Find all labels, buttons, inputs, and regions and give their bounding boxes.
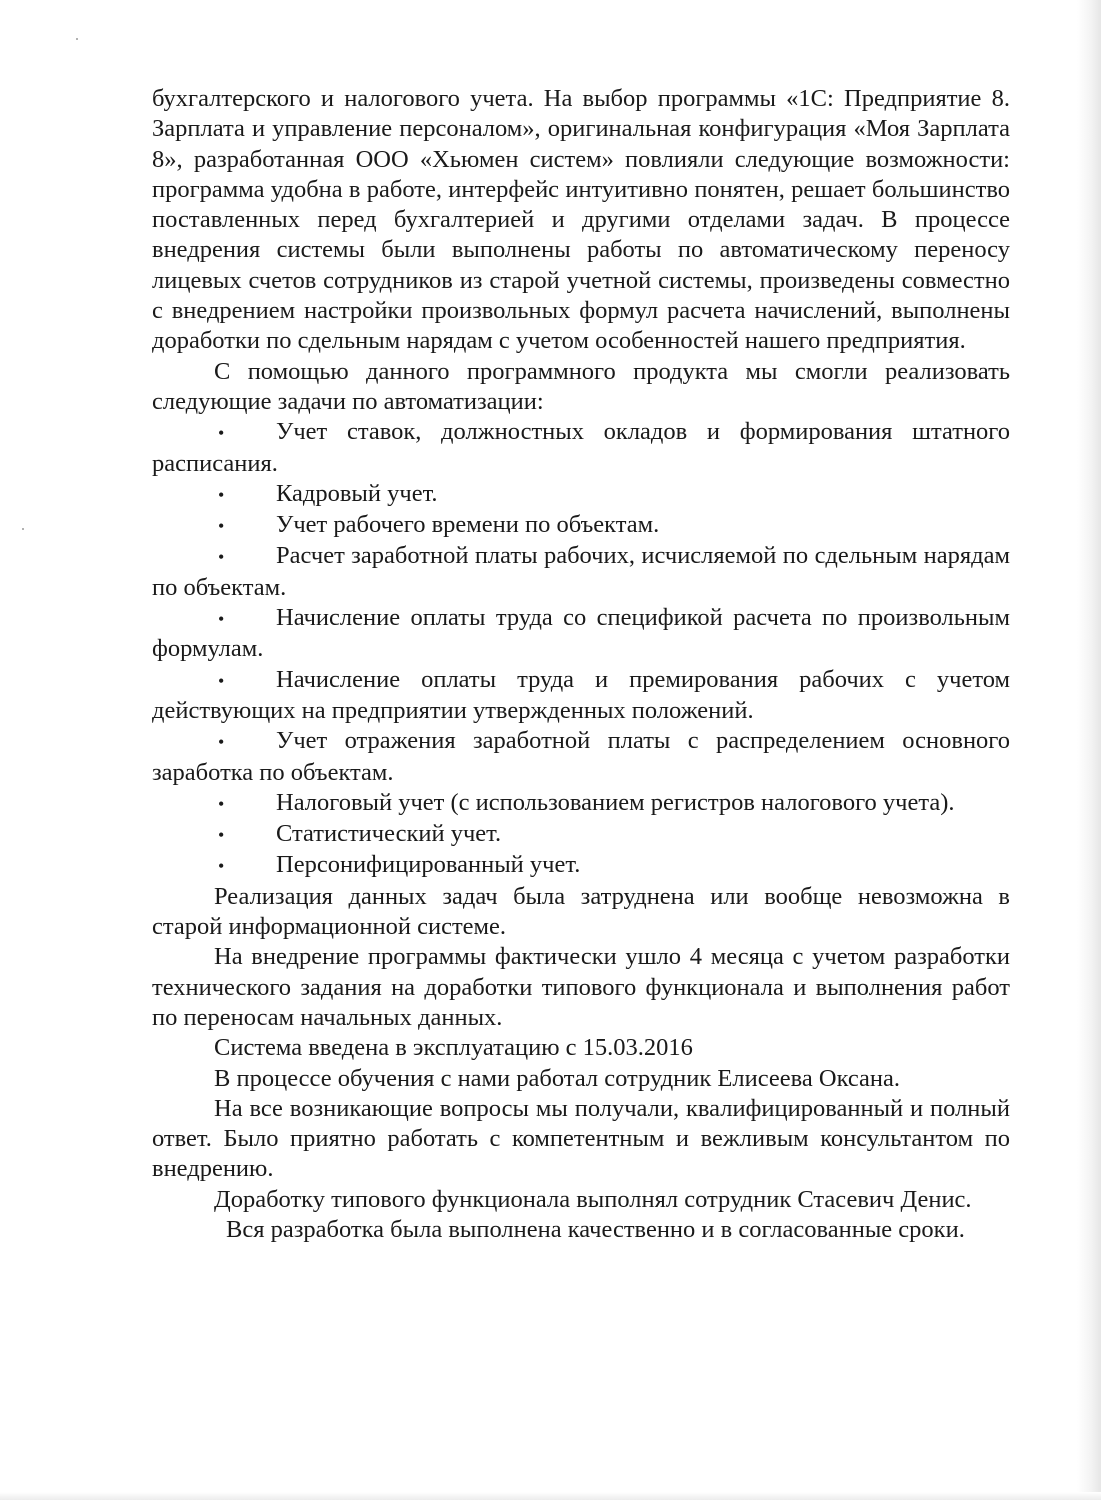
task-text: Начисление оплаты труда со спецификой расчета по произвольным формулам. — [152, 604, 1010, 663]
paragraph-intro: бухгалтерского и налогового учета. На выбор программы «1С: Предприятие 8. Зарплата и управление персоналом», оригинальная конфигурация «Моя Зарплата 8», разработанная ООО «Хьюмен систем» повлияли следующие возможности: программа удобна в работе, интерфейс интуитивно понятен, решает большинство поставленных перед бухгалтерией и другими отделами задач. В процессе внедрения системы были выполнены работы по автоматическому переносу лицевых счетов сотрудников из старой учетной системы, произведены совместно с внедрением настройки произвольных формул расчета начислений, выполнены доработки по сдельным нарядам с учетом особенностей нашего предприятия. — [152, 85, 1010, 355]
scan-shadow-bottom — [0, 1492, 1101, 1500]
task-list-item — [152, 788, 1010, 819]
bullet-icon — [218, 788, 276, 819]
task-list-item — [152, 541, 1010, 603]
scan-speck — [22, 528, 24, 530]
paragraph-launch-date: Система введена в эксплуатацию с 15.03.2016 — [214, 1034, 693, 1062]
scan-shadow-right — [1077, 0, 1101, 1500]
letter-body — [152, 84, 1010, 1245]
bullet-icon — [218, 850, 276, 881]
bullet-icon — [218, 726, 276, 757]
task-text: Учет ставок, должностных окладов и формирования штатного расписания. — [152, 418, 1010, 477]
task-text: Расчет заработной платы рабочих, исчисляемой по сдельным нарядам по объектам. — [152, 542, 1010, 601]
task-list-item — [152, 850, 1010, 881]
task-list-item — [152, 665, 1010, 727]
task-text: Персонифицированный учет. — [276, 851, 581, 879]
bullet-icon — [218, 603, 276, 634]
paragraph-training: В процессе обучения с нами работал сотрудник Елисеева Оксана. — [214, 1064, 901, 1092]
paragraph-quality: Вся разработка была выполнена качественно и в согласованные сроки. — [226, 1215, 965, 1243]
scan-speck — [76, 38, 78, 40]
bullet-icon — [218, 510, 276, 541]
task-list-item — [152, 417, 1010, 479]
bullet-icon — [218, 819, 276, 850]
bullet-icon — [218, 479, 276, 510]
paragraph-difficulty: Реализация данных задач была затруднена или вообще невозможна в старой информационной системе. — [152, 882, 1010, 941]
paragraph-answers: На все возникающие вопросы мы получали, квалифицированный и полный ответ. Было приятно работать с компетентным и вежливым консультантом по внедрению. — [152, 1094, 1010, 1183]
bullet-icon — [218, 665, 276, 696]
paragraph-development: Доработку типового функционала выполнял сотрудник Стасевич Денис. — [214, 1185, 972, 1213]
task-list-item — [152, 510, 1010, 541]
task-text: Начисление оплаты труда и премирования рабочих с учетом действующих на предприятии утвержденных положений. — [152, 665, 1010, 724]
bullet-icon — [218, 417, 276, 448]
task-list-item — [152, 819, 1010, 850]
task-text: Учет рабочего времени по объектам. — [276, 511, 660, 539]
task-text: Кадровый учет. — [276, 479, 438, 507]
task-text: Статистический учет. — [276, 820, 502, 848]
bullet-icon — [218, 541, 276, 572]
task-list-item — [152, 726, 1010, 788]
task-list-item — [152, 603, 1010, 665]
task-text: Учет отражения заработной платы с распределением основного заработка по объектам. — [152, 727, 1010, 786]
task-text: Налоговый учет (с использованием регистров налогового учета). — [276, 788, 955, 816]
paragraph-tasks-intro: С помощью данного программного продукта мы смогли реализовать следующие задачи по автоматизации: — [152, 357, 1010, 415]
task-list-item — [152, 479, 1010, 510]
paragraph-duration: На внедрение программы фактически ушло 4 месяца с учетом разработки технического задания на доработки типового функционала и выполнения работ по переносам начальных данных. — [152, 943, 1010, 1031]
